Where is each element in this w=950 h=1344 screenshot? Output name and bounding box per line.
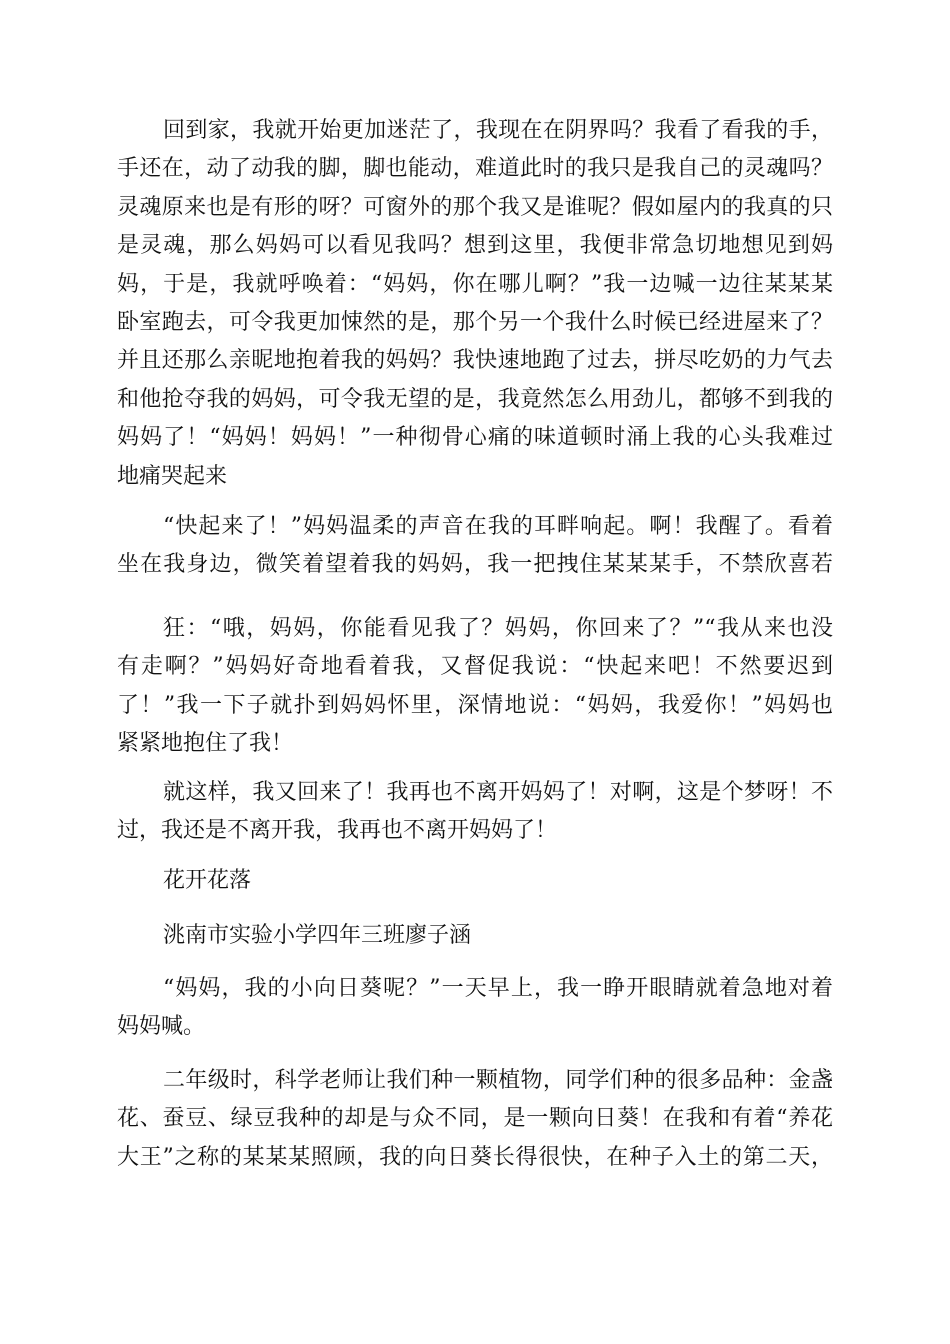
text-line: 妈妈喊。 bbox=[117, 1014, 206, 1040]
text-line: 妈，于是，我就呼唤着：“妈妈，你在哪儿啊？”我一边喊一边往某某某 bbox=[117, 271, 833, 297]
text-line: 和他抢夺我的妈妈，可令我无望的是，我竟然怎么用劲儿，都够不到我的 bbox=[117, 386, 833, 412]
text-line: 卧室跑去，可令我更加悚然的是，那个另一个我什么时候已经进屋来了？ bbox=[117, 310, 833, 335]
text-line: 二年级时，科学老师让我们种一颗植物，同学们种的很多品种：金盏 bbox=[163, 1068, 833, 1093]
text-line: 回到家，我就开始更加迷茫了，我现在在阴界吗？我看了看我的手， bbox=[163, 118, 833, 143]
text-line: 并且还那么亲昵地抱着我的妈妈？我快速地跑了过去，拼尽吃奶的力气去 bbox=[117, 348, 833, 374]
text-line: 手还在，动了动我的脚，脚也能动，难道此时的我只是我自己的灵魂吗？ bbox=[117, 156, 833, 182]
title-text: 花开花落 bbox=[163, 868, 252, 893]
text-line: 地痛哭起来 bbox=[117, 463, 228, 489]
text-line: “快起来了！”妈妈温柔的声音在我的耳畔响起。啊！我醒了。看着 bbox=[163, 514, 833, 539]
text-line: 妈妈了！“妈妈！妈妈！”一种彻骨心痛的味道顿时涌上我的心头我难过 bbox=[117, 425, 833, 451]
text-line: “妈妈，我的小向日葵呢？”一天早上，我一睁开眼睛就着急地对着 bbox=[163, 976, 833, 1001]
text-line: 坐在我身边，微笑着望着我的妈妈，我一把拽住某某某手，不禁欣喜若 bbox=[117, 552, 833, 578]
text-line: 就这样，我又回来了！我再也不离开妈妈了！对啊，这是个梦呀！不 bbox=[163, 780, 833, 805]
text-line: 是灵魂，那么妈妈可以看见我吗？想到这里，我便非常急切地想见到妈 bbox=[117, 233, 833, 259]
author-text: 洮南市实验小学四年三班廖子涵 bbox=[163, 923, 472, 948]
text-line: 大王”之称的某某某照顾，我的向日葵长得很快，在种子入土的第二天， bbox=[117, 1144, 833, 1170]
text-line: 灵魂原来也是有形的呀？可窗外的那个我又是谁呢？假如屋内的我真的只 bbox=[117, 194, 833, 220]
text-line: 紧紧地抱住了我！ bbox=[117, 731, 294, 757]
text-line: 有走啊？”妈妈好奇地看着我，又督促我说：“快起来吧！不然要迟到 bbox=[117, 654, 833, 680]
text-line: 了！”我一下子就扑到妈妈怀里，深情地说：“妈妈，我爱你！”妈妈也 bbox=[117, 692, 833, 718]
text-line: 狂：“哦，妈妈，你能看见我了？妈妈，你回来了？”“我从来也没 bbox=[163, 616, 833, 641]
text-line: 花、蚕豆、绿豆我种的却是与众不同，是一颗向日葵！在我和有着“养花 bbox=[117, 1106, 833, 1132]
text-line: 过，我还是不离开我，我再也不离开妈妈了！ bbox=[117, 818, 558, 844]
